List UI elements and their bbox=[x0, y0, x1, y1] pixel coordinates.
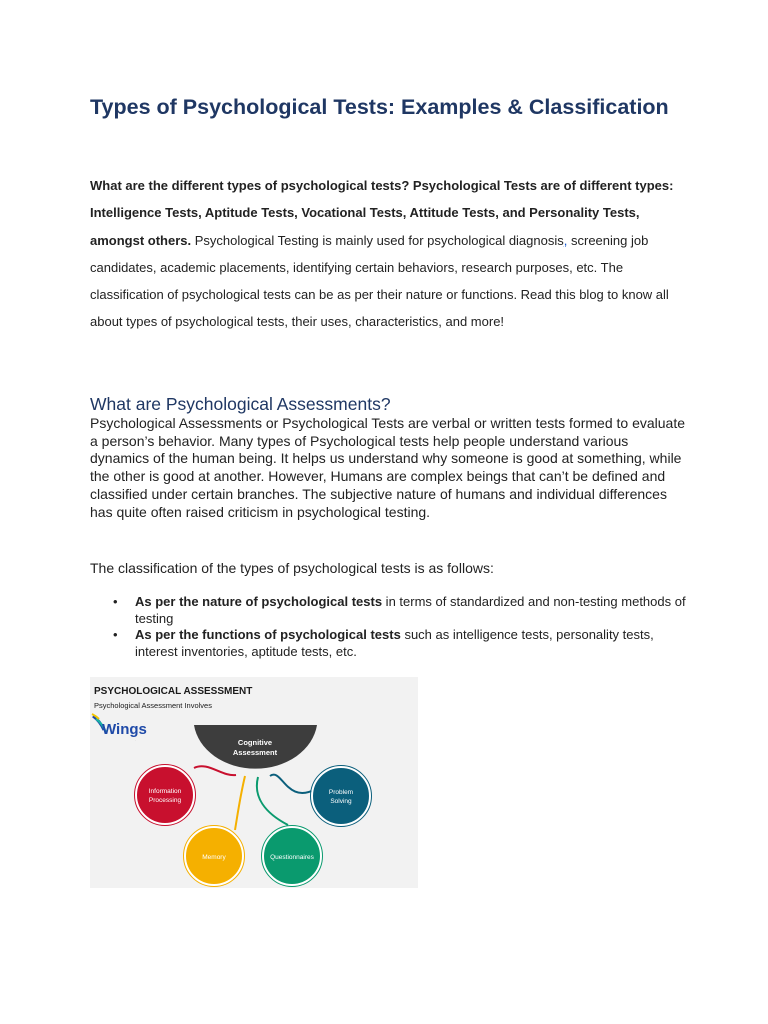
center-line-1: Cognitive bbox=[237, 738, 273, 747]
intro-text-2: screening job candidates, academic placements, identifying certain behaviors, research purposes, etc. The classification of psychological tests can be as per their nature or functions. Read this blog to know all about types of psychological tests, their uses, characteristics, and more! bbox=[90, 232, 669, 330]
section-paragraph: Psychological Assessments or Psychological Tests are verbal or written tests formed to evaluate a person’s behavior. Many types of Psychological tests help people understand various dynamics of the human being. It helps us understand why someone is good at something, while the other is good at another. However, Humans are complex beings that can’t be defined and classified under certain branches. The subjective nature of humans and individual differences has quite often raised criticism in psychological testing. bbox=[90, 415, 686, 520]
bullet-bold: As per the functions of psychological tests bbox=[135, 627, 401, 642]
list-item bbox=[90, 627, 690, 660]
list-item bbox=[90, 594, 690, 627]
connector-problem bbox=[270, 775, 316, 793]
bullet-bold: As per the nature of psychological tests bbox=[135, 594, 383, 609]
bullet-dot: • bbox=[113, 594, 118, 609]
bullet-dot: • bbox=[113, 627, 118, 642]
wings-logo bbox=[92, 714, 147, 742]
node-problem-line-2: Solving bbox=[330, 798, 352, 805]
node-information-line-1: Information bbox=[148, 788, 182, 795]
bullet-text: in terms of standardized and non-testing methods of testing bbox=[135, 594, 686, 626]
intro-bold: What are the different types of psychological tests? Psychological Tests are of different types: Intelligence Tests, Aptitude Tests, Vocational Tests, Attitude Tests, and Personality Tests, amongst others. bbox=[90, 178, 674, 248]
center-line-2: Assessment bbox=[232, 748, 278, 757]
bullet-text: such as intelligence tests, personality tests, interest inventories, aptitude tests, etc. bbox=[135, 627, 654, 659]
connector-information bbox=[194, 766, 236, 775]
connectors bbox=[194, 766, 316, 830]
intro-paragraph bbox=[90, 172, 690, 336]
node-information bbox=[136, 766, 194, 824]
assessment-diagram bbox=[90, 677, 418, 888]
figure-subheading: Psychological Assessment Involves bbox=[94, 701, 212, 710]
node-information-line-2: Processing bbox=[148, 797, 182, 804]
node-problem-line-1: Problem bbox=[328, 789, 354, 796]
node-questionnaires-label: Questionnaires bbox=[270, 854, 314, 861]
logo-text: Wings bbox=[102, 721, 147, 738]
diagnosis-link[interactable]: , bbox=[563, 232, 568, 248]
figure-heading: PSYCHOLOGICAL ASSESSMENT bbox=[94, 686, 253, 697]
node-memory-label: Memory bbox=[202, 854, 226, 861]
connector-questionnaires bbox=[257, 777, 288, 825]
intro-text-1: Psychological Testing is mainly used for psychological diagnosis bbox=[191, 232, 564, 248]
page-title: Types of Psychological Tests: Examples & Classification bbox=[90, 95, 669, 119]
section-heading: What are Psychological Assessments? bbox=[90, 394, 391, 414]
svg-text:·: · bbox=[135, 738, 136, 742]
connector-memory bbox=[235, 776, 245, 830]
classification-line: The classification of the types of psychological tests is as follows: bbox=[90, 560, 494, 576]
node-problem bbox=[312, 767, 370, 825]
psychological-assessment-figure bbox=[90, 677, 418, 888]
classification-list bbox=[90, 594, 690, 660]
